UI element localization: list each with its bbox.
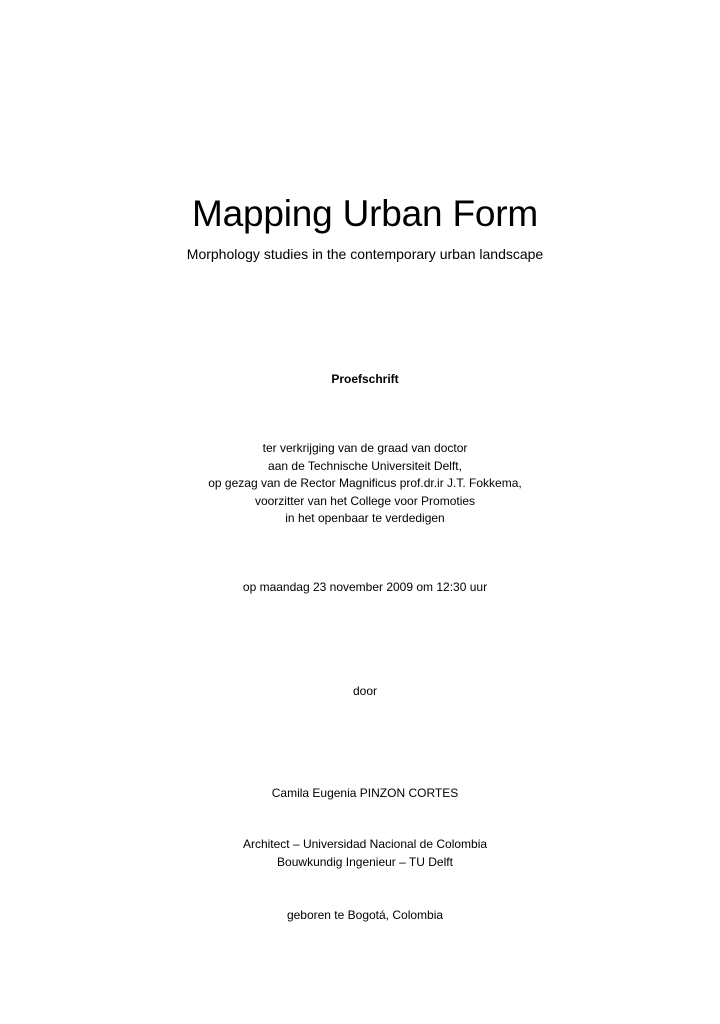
- by-label: door: [352, 684, 378, 698]
- defense-date: op maandag 23 november 2009 om 12:30 uur: [242, 580, 488, 594]
- document-title: Mapping Urban Form: [192, 193, 538, 234]
- purpose-paragraph: [0, 440, 720, 528]
- document-subtitle: Morphology studies in the contemporary urban landscape: [186, 246, 544, 262]
- purpose-line: aan de Technische Universiteit Delft,: [268, 458, 462, 473]
- purpose-line: op gezag van de Rector Magnificus prof.dr.ir J.T. Fokkema,: [208, 476, 522, 490]
- birthplace: geboren te Bogotá, Colombia: [286, 908, 444, 922]
- thesis-label: Proefschrift: [331, 372, 399, 386]
- author-degrees: [0, 836, 720, 871]
- author-name: Camila Eugenia PINZON CORTES: [271, 786, 459, 800]
- purpose-line: voorzitter van het College voor Promoties: [254, 493, 476, 508]
- purpose-line: in het openbaar te verdedigen: [285, 511, 445, 525]
- degree-line: Bouwkundig Ingenieur – TU Delft: [277, 854, 453, 869]
- degree-line: Architect – Universidad Nacional de Colombia: [242, 837, 488, 851]
- purpose-line: ter verkrijging van de graad van doctor: [262, 441, 468, 455]
